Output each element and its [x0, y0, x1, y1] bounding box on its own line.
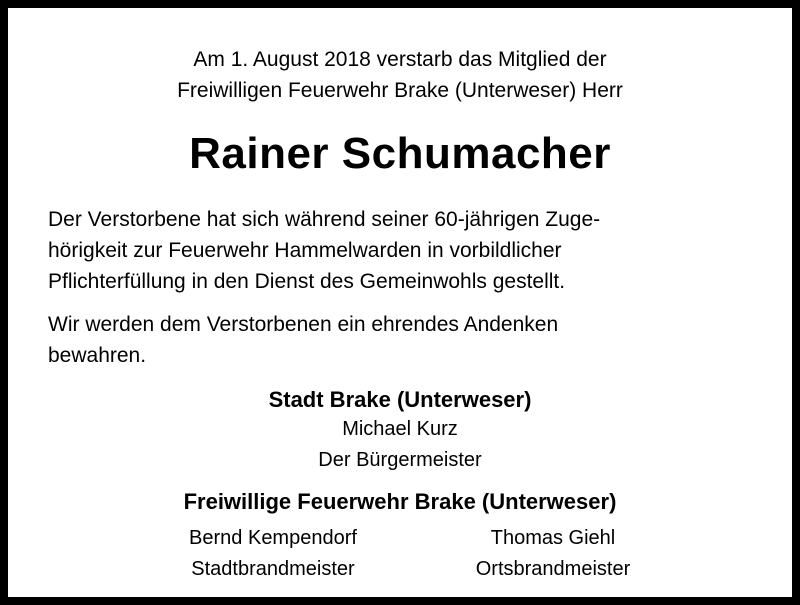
- signatory-title: Stadtbrandmeister: [191, 558, 355, 580]
- mayor-title: Der Bürgermeister: [318, 449, 482, 471]
- tribute-line: Pflichterfüllung in den Dienst des Gemeinwohls gestellt.: [48, 270, 566, 293]
- mayor-name: Michael Kurz: [342, 418, 458, 440]
- city-organization: Stadt Brake (Unterweser): [268, 387, 532, 412]
- signatory-right: [418, 523, 688, 585]
- tribute-line: Der Verstorbene hat sich während seiner 60-jährigen Zuge-: [48, 208, 601, 231]
- signatory-name: Thomas Giehl: [490, 527, 616, 549]
- tribute-line: hörigkeit zur Feuerwehr Hammelwarden in vorbildlicher: [48, 239, 562, 262]
- remembrance-paragraph: [48, 309, 760, 371]
- signatory-name: Bernd Kempendorf: [189, 527, 357, 549]
- remembrance-line: bewahren.: [48, 344, 147, 367]
- intro-text: [68, 44, 732, 106]
- signatory-left: [138, 523, 408, 585]
- signatory-title: Ortsbrandmeister: [475, 558, 631, 580]
- intro-line: Freiwilligen Feuerwehr Brake (Unterweser) Herr: [177, 79, 623, 102]
- tribute-paragraph: [48, 204, 760, 297]
- intro-line: Am 1. August 2018 verstarb das Mitglied der: [193, 48, 607, 71]
- remembrance-line: Wir werden dem Verstorbenen ein ehrendes Andenken: [48, 313, 559, 336]
- fire-department-organization: Freiwillige Feuerwehr Brake (Unterweser): [183, 489, 617, 514]
- deceased-name: Rainer Schumacher: [189, 129, 611, 178]
